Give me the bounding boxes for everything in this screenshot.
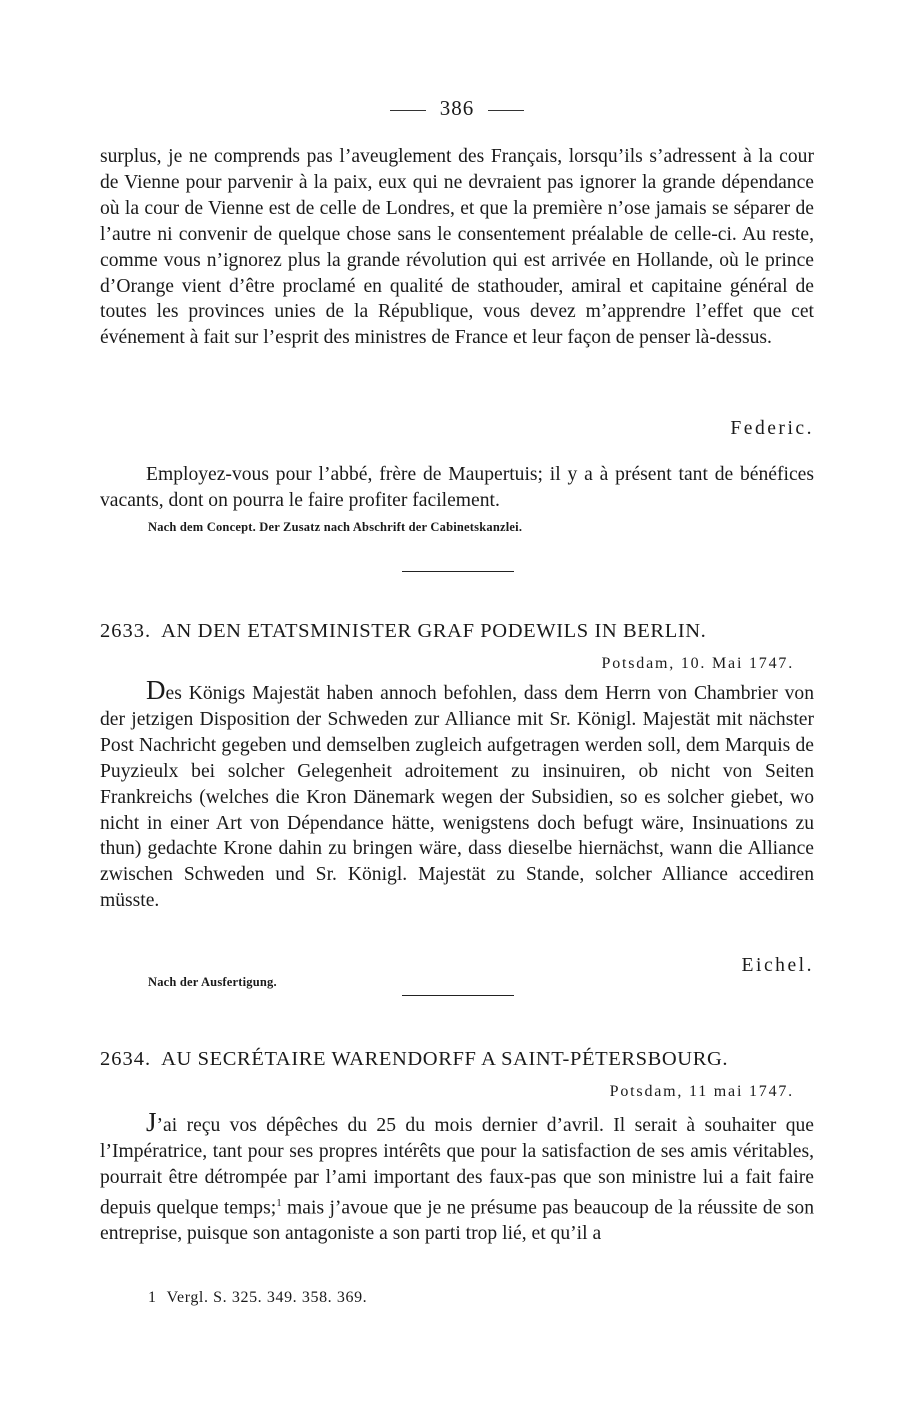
- letter-number: 2634.: [100, 1048, 152, 1070]
- footnote-reference: 1: [276, 1196, 282, 1209]
- letter-heading-2633: [100, 620, 814, 643]
- footnote: [148, 1289, 367, 1307]
- letter-title: AN DEN ETATSMINISTER GRAF PODEWILS IN BERLIN.: [161, 620, 707, 642]
- letter-number: 2633.: [100, 620, 152, 642]
- place-date-2634: Potsdam, 11 mai 1747.: [609, 1083, 794, 1100]
- postscript-paragraph: Employez-vous pour l’abbé, frère de Maupertuis; il y a à présent tant de bénéfices vacants, dont on pourra le faire profiter facilement.: [100, 464, 814, 511]
- source-note-ausfertigung: Nach der Ausfertigung.: [148, 975, 277, 989]
- letter-body-2634: [100, 1107, 814, 1247]
- letter-body-2633: [100, 675, 814, 914]
- footnote-text: Vergl. S. 325. 349. 358. 369.: [166, 1289, 368, 1306]
- letter-text: es Königs Majestät haben annoch befohlen, dass dem Herrn von Chambrier von der jetzigen Disposition der Schweden zur Alliance mit Sr. Königl. Majestät mit nächster Post Nachricht gegeben und demselben zugleich aufgetragen werden soll, dem Marquis de Puyzieulx bei solcher Gelegenheit adroitement zu insinuiren, ob nicht von Seiten Frankreichs (welches die Kron Dänemark wegen der Subsidien, so es solcher giebet, wo nicht in einer Art von Dépendance hätte, wenigstens doch befugt wäre, Insinuations zu thun) gedachte Krone dahin zu bringen wäre, dass dieselbe hiernächst, wann die Alliance zwischen Schweden und Sr. Königl. Majestät zu Stande, solcher Alliance accediren müsste.: [100, 683, 814, 912]
- place-date-2633: Potsdam, 10. Mai 1747.: [601, 655, 794, 672]
- footnote-mark: 1: [148, 1289, 157, 1306]
- letter-text: mais j’avoue que je ne présume pas beaucoup de la réussite de son entreprise, puisque son antagoniste a son parti trop lié, et qu’il a: [100, 1197, 814, 1245]
- signature-eichel: Eichel.: [741, 955, 814, 976]
- source-note-concept: Nach dem Concept. Der Zusatz nach Abschrift der Cabinetskanzlei.: [148, 520, 523, 534]
- header-dash-left: [390, 110, 426, 111]
- section-divider: [402, 995, 514, 996]
- page-header: [100, 96, 814, 121]
- continuation-paragraph: surplus, je ne comprends pas l’aveuglement des Français, lorsqu’ils s’adressent à la cour de Vienne pour parvenir à la paix, eux qui ne devraient pas ignorer la grande dépendance où la cour de Vienne est de celle de Londres, et que la première n’ose jamais se séparer de l’autre ni convenir de quelque chose sans le consentement préalable de celle-ci. Au reste, comme vous n’ignorez plus la grande révolution qui est arrivée en Hollande, où le prince d’Orange vient d’être proclamé en qualité de stathouder, amiral et capitaine général de toutes les provinces unies de la République, vous devez m’apprendre l’effet que cet événement à fait sur l’esprit des ministres de France et leur façon de penser là-dessus.: [100, 146, 814, 349]
- header-dash-right: [488, 110, 524, 111]
- letter-heading-2634: [100, 1048, 814, 1071]
- initial-letter: D: [146, 675, 166, 705]
- initial-letter: J: [146, 1107, 157, 1137]
- section-divider: [402, 571, 514, 572]
- letter-title: AU SECRÉTAIRE WARENDORFF A SAINT-PÉTERSBOURG.: [161, 1048, 729, 1070]
- page-number: 386: [439, 96, 475, 120]
- letter-text: ’ai reçu vos dépêches du 25 du mois dernier d’avril. Il serait à souhaiter que l’Impératrice, tant pour ses propres intérêts que pour la satisfaction de ses amis véritables, pourrait être détrompée par l’ami important des faux-pas que son ministre lui a fait faire depuis quelque temps;: [100, 1115, 814, 1219]
- signature-federic: Federic.: [730, 418, 814, 439]
